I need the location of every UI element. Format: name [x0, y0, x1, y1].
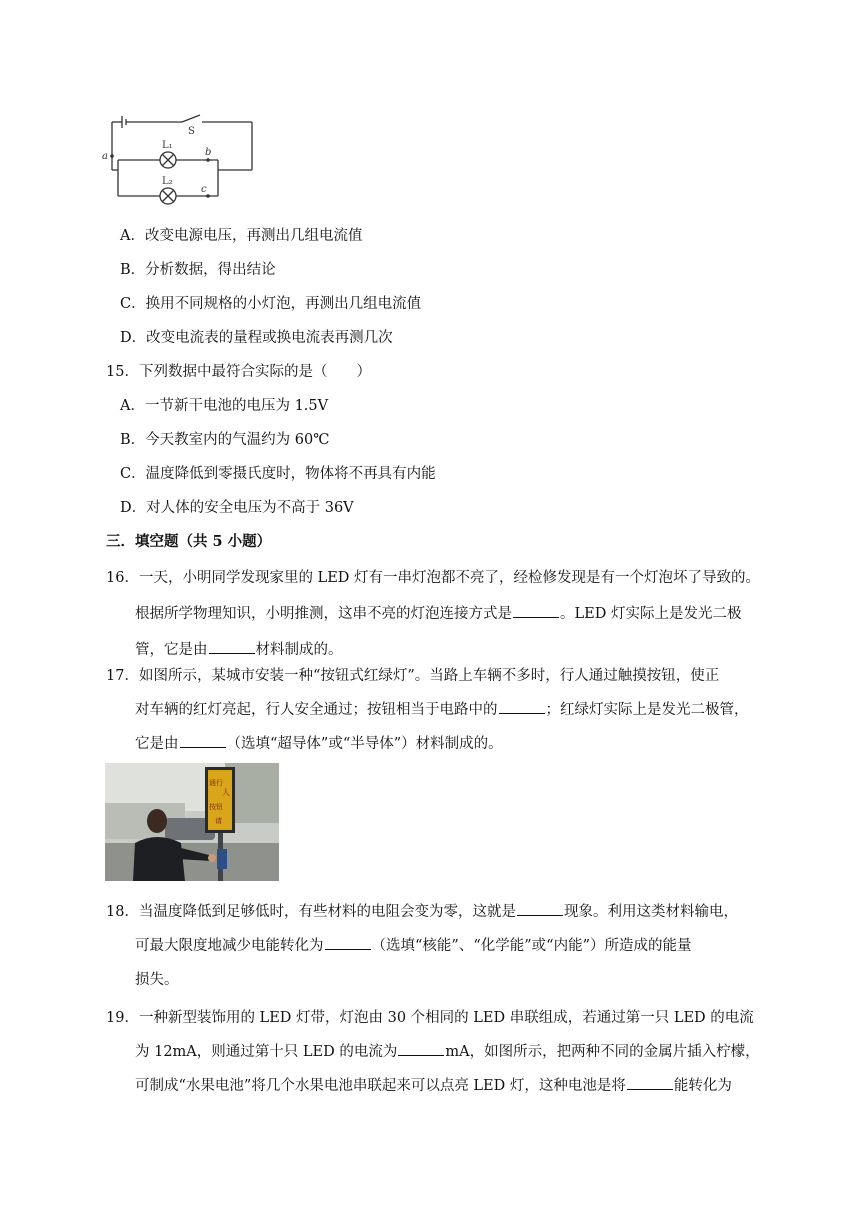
q18-line2	[135, 934, 691, 955]
q19-line2-text-b: mA，如图所示，把两种不同的金属片插入柠檬，	[445, 1044, 760, 1060]
q19-line3-text-a: 可制成“水果电池”将几个水果电池串联起来可以点亮 LED 灯，这种电池是将	[135, 1078, 626, 1094]
q16-line2	[135, 602, 741, 623]
q15-option-a: A．一节新干电池的电压为 1.5V	[120, 398, 329, 414]
sign-text-3: 按钮	[209, 803, 223, 811]
q17-blank-1[interactable]	[499, 701, 545, 714]
q19-line3	[135, 1074, 732, 1095]
sign-text-2: 人	[222, 788, 230, 797]
q18-line2-text-a: 可最大限度地减少电能转化为	[135, 938, 324, 954]
q16-line1: 16．一天，小明同学发现家里的 LED 灯有一串灯泡都不亮了，经检修发现是有一个灯泡坏了导致的。	[106, 570, 761, 586]
q18-line1	[106, 900, 738, 921]
switch-label: S	[188, 126, 195, 137]
circuit-diagram	[100, 112, 260, 208]
lamp1-label: L₁	[162, 140, 173, 151]
q18-blank-2[interactable]	[325, 937, 371, 950]
q19-line1: 19．一种新型装饰用的 LED 灯带，灯泡由 30 个相同的 LED 串联组成，若通过第一只 LED 的电流	[106, 1010, 754, 1026]
q16-line3-text-a: 管，它是由	[135, 642, 208, 658]
point-c-label: c	[201, 184, 207, 195]
q16-blank-2[interactable]	[209, 641, 255, 654]
q17-line1: 17．如图所示，某城市安装一种“按钮式红绿灯”。当路上车辆不多时，行人通过触摸按钮，使正	[106, 668, 720, 684]
q17-blank-2[interactable]	[180, 735, 226, 748]
q19-blank-2[interactable]	[627, 1077, 673, 1090]
q19-blank-1[interactable]	[398, 1043, 444, 1056]
section-heading: 三．填空题（共 5 小题）	[106, 533, 272, 550]
sign-text-4: 请	[215, 817, 222, 825]
q14-option-b: B．分析数据，得出结论	[120, 262, 276, 278]
q17-line3	[135, 732, 503, 753]
q17-line2-text-b: ；红绿灯实际上是发光二极管，	[545, 702, 749, 718]
q16-line2-text-a: 根据所学物理知识，小明推测，这串不亮的灯泡连接方式是	[135, 606, 512, 622]
q15-option-d: D．对人体的安全电压为不高于 36V	[120, 500, 354, 516]
q18-line1-text-a: 18．当温度降低到足够低时，有些材料的电阻会变为零，这就是	[106, 904, 516, 920]
point-b-label: b	[205, 147, 212, 158]
q17-line3-text-b: （选填“超导体”或“半导体”）材料制成的。	[226, 736, 503, 752]
q14-option-a: A．改变电源电压，再测出几组电流值	[120, 228, 363, 244]
q16-line2-text-b: 。LED 灯实际上是发光二极	[560, 606, 742, 622]
q15-option-b: B．今天教室内的气温约为 60℃	[120, 432, 330, 448]
q15-option-c: C．温度降低到零摄氏度时，物体将不再具有内能	[120, 466, 436, 482]
q16-blank-1[interactable]	[513, 605, 559, 618]
q18-blank-1[interactable]	[517, 903, 563, 916]
q15-stem: 15．下列数据中最符合实际的是（ ）	[106, 364, 371, 380]
q14-option-c: C．换用不同规格的小灯泡，再测出几组电流值	[120, 296, 422, 312]
q18-line3: 损失。	[135, 972, 179, 988]
q16-line3-text-b: 材料制成的。	[255, 642, 343, 658]
q14-option-d: D．改变电流表的量程或换电流表再测几次	[120, 330, 393, 346]
crosswalk-button-photo	[105, 763, 279, 881]
q19-line3-text-b: 能转化为	[673, 1078, 732, 1094]
q17-line3-text-a: 它是由	[135, 736, 179, 752]
q17-line2	[135, 698, 749, 719]
lamp2-label: L₂	[162, 176, 173, 187]
sign-text-1: 通行	[209, 779, 223, 787]
q18-line2-text-b: （选填“核能”、“化学能”或“内能”）所造成的能量	[371, 938, 692, 954]
q19-line2-text-a: 为 12mA，则通过第十只 LED 的电流为	[135, 1044, 398, 1060]
point-a-label: a	[102, 151, 108, 162]
q16-line3	[135, 638, 343, 659]
q17-line2-text-a: 对车辆的红灯亮起，行人安全通过；按钮相当于电路中的	[135, 702, 498, 718]
q19-line2	[135, 1040, 760, 1061]
q18-line1-text-b: 现象。利用这类材料输电，	[563, 904, 738, 920]
